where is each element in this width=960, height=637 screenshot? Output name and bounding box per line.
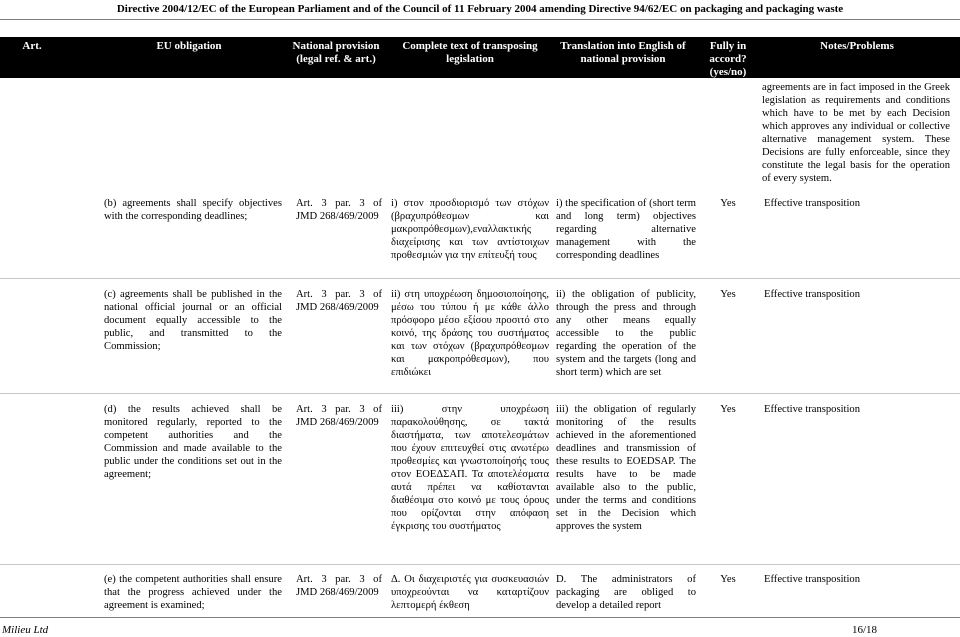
footer-divider (0, 617, 960, 618)
header-national-provision: National provision (legal ref. & art.) (292, 40, 380, 65)
notes-continuation: agreements are in fact imposed in the Greek legislation as requirements and conditions which have to be met by each Decision which approves any individual or collective alternative management system. These Decisions are fully enforceable, since they constitute the legal basis for the operation of every system. (762, 82, 950, 184)
row-divider (0, 393, 960, 394)
footer-company: Milieu Ltd (2, 624, 49, 636)
row3-translation: iii) the obligation of regularly monitoring of the results achieved in the aforementioned deadlines and transmission of these results to EOEDSAP. The results have to be made available also to the public, under the terms and conditions set in the Decision which approves the system (556, 404, 696, 532)
row1-translation: i) the specification of (short term and long term) objectives regarding alternative management with the corresponding deadlines (556, 198, 696, 261)
header-notes: Notes/Problems (820, 40, 894, 52)
row3-fully-in-accord: Yes (720, 404, 736, 415)
row4-eu-obligation: (e) the competent authorities shall ensure that the progress achieved under the agreement is examined; (104, 574, 282, 611)
row4-complete-text: Δ. Οι διαχειριστές για συσκευασιών υποχρεούνται να καταρτίζουν λεπτομερή έκθεση (391, 574, 549, 611)
row-divider (0, 564, 960, 565)
row2-national-provision: Art. 3 par. 3 of JMD 268/469/2009 (296, 289, 382, 313)
row1-national-provision: Art. 3 par. 3 of JMD 268/469/2009 (296, 198, 382, 222)
page-number: 16/18 (851, 624, 877, 636)
row4-translation: D. The administrators of packaging are obliged to develop a detailed report (556, 574, 696, 611)
page-header: Directive 2004/12/EC of the European Parliament and of the Council of 11 February 2004 amending Directive 94/62/EC on packaging and packaging waste (116, 3, 844, 15)
row4-national-provision: Art. 3 par. 3 of JMD 268/469/2009 (296, 574, 382, 598)
header-eu-obligation: EU obligation (156, 40, 222, 52)
row2-translation: ii) the obligation of publicity, through the press and through any other means equally accessible to the public regarding the operation of the system and the targets (long and short term) which are set (556, 289, 696, 378)
row-divider (0, 278, 960, 279)
header-translation: Translation into English of national provision (560, 40, 686, 65)
row3-complete-text: iii) στην υποχρέωση παρακολούθησης, σε τακτά διαστήματα, των αποτελεσμάτων που έχουν επιτευχθεί στις ανωτέρω προθεσμίες και γνωστοποίησής τους στον ΕΟΕΔΣΑΠ. Τα αποτελέσματα αυτά πρέπει να καθίστανται διαθέσιμα στο κοινό με τους όρους που ορίζονται στην απόφαση έγκρισης του συστήματος (391, 404, 549, 532)
row2-notes: Effective transposition (764, 289, 861, 300)
table-header-row (0, 37, 960, 78)
row1-complete-text: i) στον προσδιορισμό των στόχων (βραχυπρόθεσμων και μακροπρόθεσμων),εναλλακτικής διαχείρισης και των αντίστοιχων προθεσμιών για την επίτευξή τους (391, 198, 549, 261)
row1-fully-in-accord: Yes (720, 198, 736, 209)
row4-fully-in-accord: Yes (720, 574, 736, 585)
header-art: Art. (22, 40, 42, 52)
row3-eu-obligation: (d) the results achieved shall be monitored regularly, reported to the competent authorities and the Commission and made available to the public under the conditions set out in the agreement; (104, 404, 282, 480)
row2-fully-in-accord: Yes (720, 289, 736, 300)
row1-eu-obligation: (b) agreements shall specify objectives with the corresponding deadlines; (104, 198, 282, 222)
row1-notes: Effective transposition (764, 198, 861, 209)
header-complete-text: Complete text of transposing legislation (402, 40, 538, 65)
row4-notes: Effective transposition (764, 574, 861, 585)
header-divider (0, 19, 960, 20)
row3-national-provision: Art. 3 par. 3 of JMD 268/469/2009 (296, 404, 382, 428)
header-fully-in-accord: Fully in accord? (yes/no) (709, 40, 747, 78)
row2-eu-obligation: (c) agreements shall be published in the national official journal or an official document equally accessible to the public, and transmitted to the Commission; (104, 289, 282, 352)
row2-complete-text: ii) στη υποχρέωση δημοσιοποίησης, μέσω του τύπου ή με κάθε άλλο πρόσφορο μέσο εξίσου προσιτό στο κοινό, της δράσης του συστήματος και των στόχων (βραχυπρόθεσμων και μακροπρόθεσμων), που επιδιώκει (391, 289, 549, 378)
row3-notes: Effective transposition (764, 404, 861, 415)
